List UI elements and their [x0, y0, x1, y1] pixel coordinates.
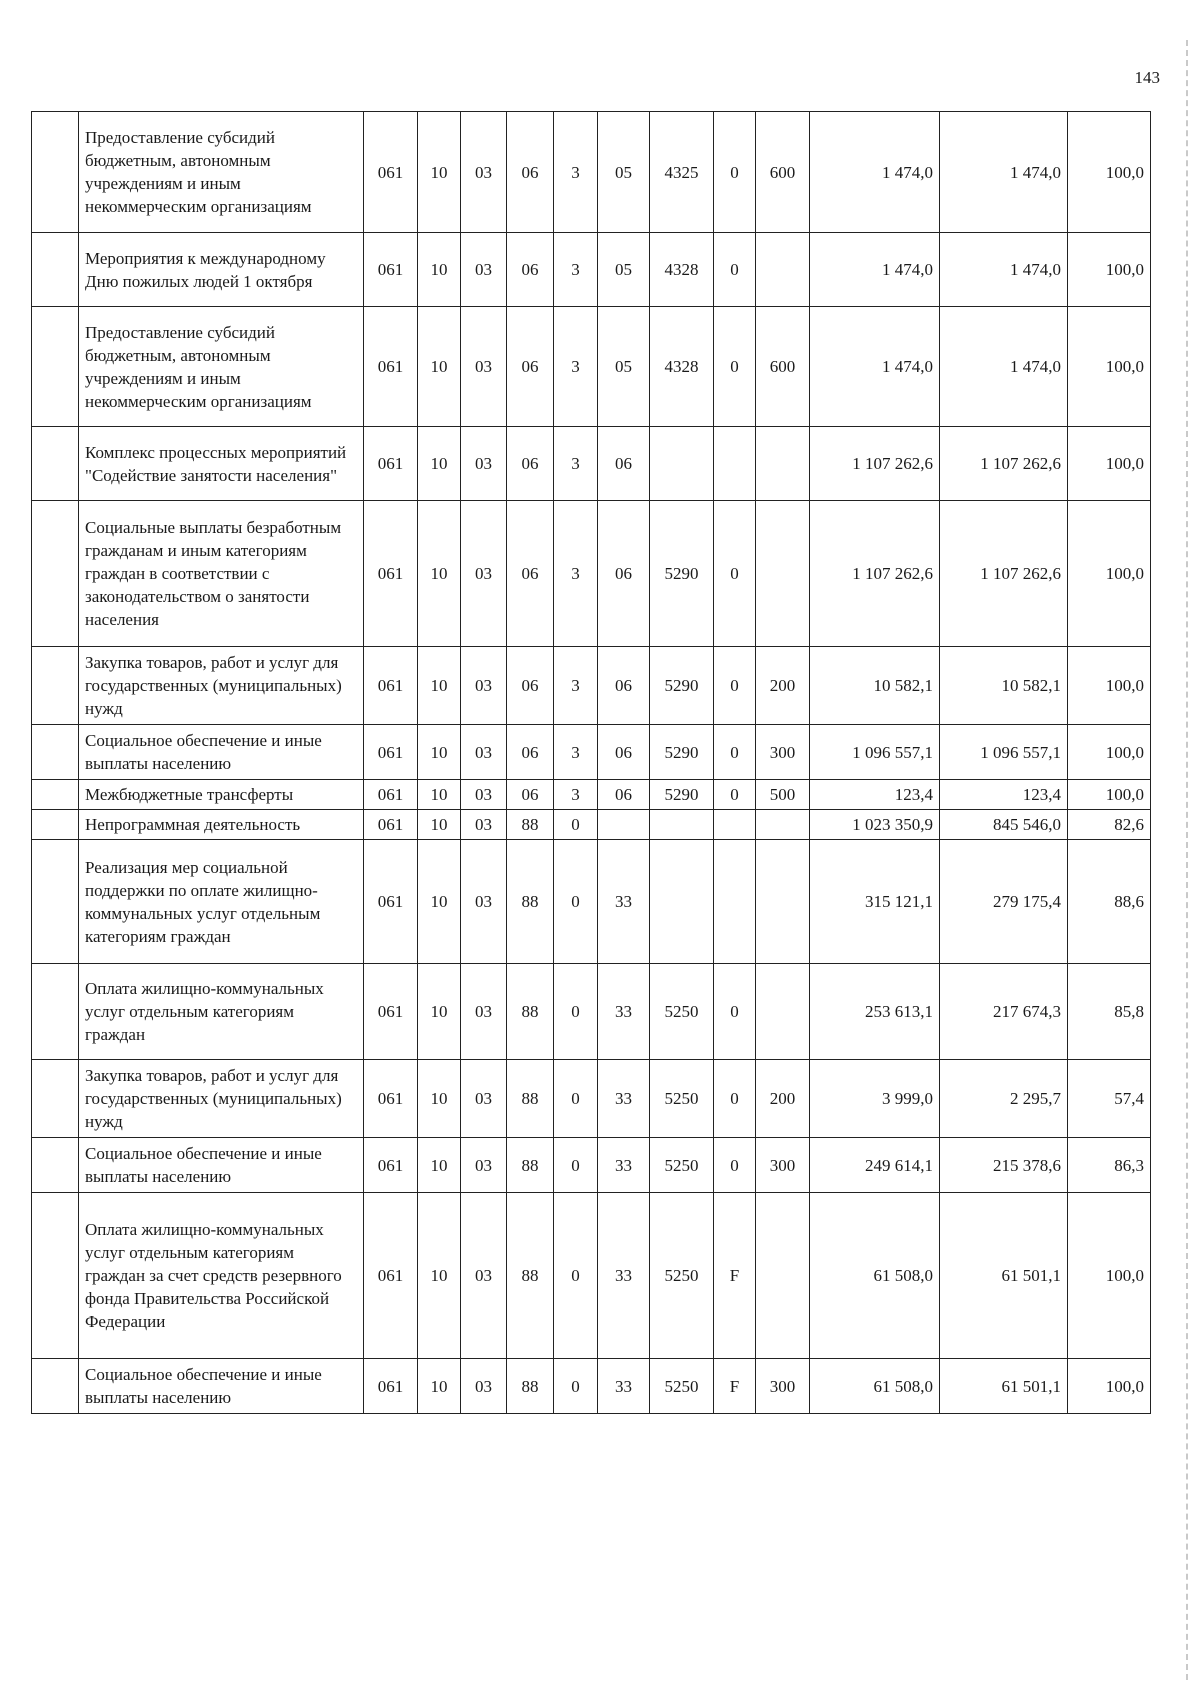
code-fund: F	[714, 1359, 756, 1414]
code-direction: 4325	[650, 112, 714, 233]
row-index-cell	[32, 1060, 79, 1138]
code-direction: 5290	[650, 780, 714, 810]
execution-percent: 100,0	[1068, 647, 1151, 725]
code-subprogram: 0	[554, 840, 598, 964]
row-index-cell	[32, 307, 79, 427]
code-direction: 5290	[650, 725, 714, 780]
code-event	[598, 810, 650, 840]
code-section: 10	[418, 427, 461, 501]
table-row	[32, 840, 1151, 964]
code-expense-type: 600	[756, 307, 810, 427]
code-program: 88	[507, 1138, 554, 1193]
table-row	[32, 647, 1151, 725]
code-event: 33	[598, 840, 650, 964]
code-expense-type	[756, 1193, 810, 1359]
table-row	[32, 1193, 1151, 1359]
amount-executed: 1 474,0	[940, 233, 1068, 307]
code-subprogram: 3	[554, 501, 598, 647]
code-direction: 4328	[650, 233, 714, 307]
code-program: 88	[507, 810, 554, 840]
code-ministry: 061	[364, 725, 418, 780]
code-direction: 5250	[650, 1193, 714, 1359]
code-subsection: 03	[461, 840, 507, 964]
amount-executed: 1 474,0	[940, 307, 1068, 427]
amount-executed: 1 107 262,6	[940, 427, 1068, 501]
code-section: 10	[418, 233, 461, 307]
table-row	[32, 964, 1151, 1060]
code-subprogram: 3	[554, 780, 598, 810]
execution-percent: 100,0	[1068, 1193, 1151, 1359]
page-edge-line	[1186, 40, 1188, 1680]
code-subsection: 03	[461, 1193, 507, 1359]
code-subsection: 03	[461, 1060, 507, 1138]
code-section: 10	[418, 810, 461, 840]
code-section: 10	[418, 1060, 461, 1138]
code-fund: 0	[714, 1138, 756, 1193]
row-index-cell	[32, 840, 79, 964]
code-ministry: 061	[364, 1060, 418, 1138]
code-subsection: 03	[461, 1138, 507, 1193]
code-fund: 0	[714, 233, 756, 307]
row-name: Закупка товаров, работ и услуг для государственных (муниципальных) нужд	[79, 1060, 364, 1138]
row-name: Реализация мер социальной поддержки по оплате жилищно-коммунальных услуг отдельным категориям граждан	[79, 840, 364, 964]
code-ministry: 061	[364, 1359, 418, 1414]
code-program: 88	[507, 964, 554, 1060]
row-index-cell	[32, 427, 79, 501]
execution-percent: 100,0	[1068, 427, 1151, 501]
table-row	[32, 1138, 1151, 1193]
amount-planned: 1 023 350,9	[810, 810, 940, 840]
code-direction: 4328	[650, 307, 714, 427]
code-subsection: 03	[461, 112, 507, 233]
code-section: 10	[418, 1193, 461, 1359]
code-program: 06	[507, 233, 554, 307]
code-fund	[714, 427, 756, 501]
row-index-cell	[32, 501, 79, 647]
amount-planned: 315 121,1	[810, 840, 940, 964]
row-index-cell	[32, 964, 79, 1060]
code-direction: 5250	[650, 1359, 714, 1414]
code-event: 05	[598, 233, 650, 307]
row-index-cell	[32, 725, 79, 780]
code-section: 10	[418, 647, 461, 725]
code-event: 06	[598, 647, 650, 725]
code-section: 10	[418, 112, 461, 233]
amount-planned: 3 999,0	[810, 1060, 940, 1138]
code-ministry: 061	[364, 964, 418, 1060]
row-name: Предоставление субсидий бюджетным, автономным учреждениям и иным некоммерческим организациям	[79, 112, 364, 233]
code-ministry: 061	[364, 1138, 418, 1193]
table-row	[32, 780, 1151, 810]
code-program: 06	[507, 725, 554, 780]
code-subsection: 03	[461, 780, 507, 810]
amount-executed: 2 295,7	[940, 1060, 1068, 1138]
code-subsection: 03	[461, 1359, 507, 1414]
code-direction: 5250	[650, 964, 714, 1060]
code-expense-type: 200	[756, 647, 810, 725]
code-section: 10	[418, 725, 461, 780]
code-subprogram: 3	[554, 427, 598, 501]
code-event: 33	[598, 1138, 650, 1193]
code-program: 06	[507, 780, 554, 810]
code-event: 33	[598, 964, 650, 1060]
code-subsection: 03	[461, 725, 507, 780]
code-subsection: 03	[461, 307, 507, 427]
row-index-cell	[32, 1193, 79, 1359]
code-program: 88	[507, 1060, 554, 1138]
row-index-cell	[32, 1359, 79, 1414]
row-name: Комплекс процессных мероприятий "Содействие занятости населения"	[79, 427, 364, 501]
code-fund: 0	[714, 307, 756, 427]
code-direction: 5250	[650, 1060, 714, 1138]
code-section: 10	[418, 307, 461, 427]
code-fund	[714, 840, 756, 964]
code-expense-type: 200	[756, 1060, 810, 1138]
code-direction: 5290	[650, 647, 714, 725]
code-subsection: 03	[461, 233, 507, 307]
row-name: Непрограммная деятельность	[79, 810, 364, 840]
code-subprogram: 0	[554, 1359, 598, 1414]
code-fund: 0	[714, 647, 756, 725]
code-event: 33	[598, 1359, 650, 1414]
code-fund: 0	[714, 501, 756, 647]
row-name: Оплата жилищно-коммунальных услуг отдельным категориям граждан за счет средств резервного фонда Правительства Российской Федерации	[79, 1193, 364, 1359]
code-section: 10	[418, 840, 461, 964]
execution-percent: 86,3	[1068, 1138, 1151, 1193]
code-direction: 5250	[650, 1138, 714, 1193]
row-name: Социальное обеспечение и иные выплаты населению	[79, 1359, 364, 1414]
code-fund: 0	[714, 1060, 756, 1138]
row-index-cell	[32, 780, 79, 810]
code-direction	[650, 810, 714, 840]
code-event: 33	[598, 1193, 650, 1359]
code-program: 88	[507, 840, 554, 964]
code-section: 10	[418, 1138, 461, 1193]
code-event: 33	[598, 1060, 650, 1138]
code-program: 06	[507, 647, 554, 725]
execution-percent: 100,0	[1068, 1359, 1151, 1414]
code-direction: 5290	[650, 501, 714, 647]
table-row	[32, 725, 1151, 780]
code-expense-type	[756, 964, 810, 1060]
row-name: Межбюджетные трансферты	[79, 780, 364, 810]
code-subsection: 03	[461, 427, 507, 501]
amount-planned: 1 107 262,6	[810, 501, 940, 647]
amount-planned: 1 474,0	[810, 112, 940, 233]
code-subprogram: 3	[554, 112, 598, 233]
code-expense-type	[756, 233, 810, 307]
code-subprogram: 3	[554, 725, 598, 780]
code-program: 06	[507, 427, 554, 501]
amount-executed: 217 674,3	[940, 964, 1068, 1060]
code-event: 06	[598, 780, 650, 810]
code-expense-type	[756, 501, 810, 647]
code-subprogram: 3	[554, 233, 598, 307]
amount-planned: 249 614,1	[810, 1138, 940, 1193]
code-subsection: 03	[461, 501, 507, 647]
amount-planned: 1 107 262,6	[810, 427, 940, 501]
row-index-cell	[32, 1138, 79, 1193]
code-ministry: 061	[364, 112, 418, 233]
amount-planned: 123,4	[810, 780, 940, 810]
table-row	[32, 233, 1151, 307]
execution-percent: 100,0	[1068, 725, 1151, 780]
amount-executed: 1 096 557,1	[940, 725, 1068, 780]
code-ministry: 061	[364, 780, 418, 810]
table-row	[32, 501, 1151, 647]
code-event: 06	[598, 725, 650, 780]
row-name: Социальное обеспечение и иные выплаты населению	[79, 1138, 364, 1193]
code-ministry: 061	[364, 233, 418, 307]
code-section: 10	[418, 1359, 461, 1414]
code-ministry: 061	[364, 810, 418, 840]
code-ministry: 061	[364, 647, 418, 725]
code-subsection: 03	[461, 964, 507, 1060]
code-fund: F	[714, 1193, 756, 1359]
amount-executed: 123,4	[940, 780, 1068, 810]
code-expense-type: 300	[756, 1359, 810, 1414]
code-event: 05	[598, 307, 650, 427]
code-fund: 0	[714, 725, 756, 780]
execution-percent: 88,6	[1068, 840, 1151, 964]
code-fund	[714, 810, 756, 840]
execution-percent: 100,0	[1068, 112, 1151, 233]
amount-planned: 1 474,0	[810, 233, 940, 307]
execution-percent: 57,4	[1068, 1060, 1151, 1138]
table-row	[32, 427, 1151, 501]
execution-percent: 82,6	[1068, 810, 1151, 840]
amount-planned: 61 508,0	[810, 1359, 940, 1414]
table-row	[32, 810, 1151, 840]
code-event: 06	[598, 501, 650, 647]
code-subsection: 03	[461, 647, 507, 725]
code-ministry: 061	[364, 501, 418, 647]
row-index-cell	[32, 810, 79, 840]
code-subprogram: 0	[554, 1060, 598, 1138]
amount-executed: 61 501,1	[940, 1193, 1068, 1359]
budget-table	[31, 111, 1151, 1414]
code-program: 06	[507, 501, 554, 647]
table-row	[32, 1359, 1151, 1414]
code-ministry: 061	[364, 427, 418, 501]
row-name: Предоставление субсидий бюджетным, автономным учреждениям и иным некоммерческим организациям	[79, 307, 364, 427]
code-subprogram: 0	[554, 964, 598, 1060]
code-subprogram: 3	[554, 307, 598, 427]
code-subsection: 03	[461, 810, 507, 840]
amount-executed: 215 378,6	[940, 1138, 1068, 1193]
execution-percent: 100,0	[1068, 233, 1151, 307]
amount-executed: 61 501,1	[940, 1359, 1068, 1414]
code-section: 10	[418, 780, 461, 810]
code-event: 06	[598, 427, 650, 501]
code-expense-type	[756, 810, 810, 840]
code-ministry: 061	[364, 1193, 418, 1359]
row-name: Мероприятия к международному Дню пожилых людей 1 октября	[79, 233, 364, 307]
code-fund: 0	[714, 112, 756, 233]
code-expense-type: 500	[756, 780, 810, 810]
amount-executed: 1 474,0	[940, 112, 1068, 233]
code-expense-type	[756, 427, 810, 501]
code-program: 88	[507, 1359, 554, 1414]
amount-planned: 10 582,1	[810, 647, 940, 725]
code-event: 05	[598, 112, 650, 233]
amount-planned: 1 096 557,1	[810, 725, 940, 780]
code-direction	[650, 427, 714, 501]
code-fund: 0	[714, 964, 756, 1060]
code-subprogram: 0	[554, 810, 598, 840]
code-expense-type: 600	[756, 112, 810, 233]
amount-executed: 279 175,4	[940, 840, 1068, 964]
code-subprogram: 0	[554, 1138, 598, 1193]
page-number: 143	[1134, 68, 1160, 87]
code-section: 10	[418, 964, 461, 1060]
code-program: 06	[507, 307, 554, 427]
code-program: 88	[507, 1193, 554, 1359]
amount-executed: 1 107 262,6	[940, 501, 1068, 647]
table-row	[32, 112, 1151, 233]
row-index-cell	[32, 647, 79, 725]
code-subprogram: 3	[554, 647, 598, 725]
amount-planned: 253 613,1	[810, 964, 940, 1060]
code-ministry: 061	[364, 307, 418, 427]
table-row	[32, 307, 1151, 427]
code-ministry: 061	[364, 840, 418, 964]
table-row	[32, 1060, 1151, 1138]
amount-executed: 845 546,0	[940, 810, 1068, 840]
row-index-cell	[32, 233, 79, 307]
row-name: Закупка товаров, работ и услуг для государственных (муниципальных) нужд	[79, 647, 364, 725]
execution-percent: 100,0	[1068, 780, 1151, 810]
amount-planned: 61 508,0	[810, 1193, 940, 1359]
amount-executed: 10 582,1	[940, 647, 1068, 725]
code-direction	[650, 840, 714, 964]
code-expense-type: 300	[756, 725, 810, 780]
execution-percent: 85,8	[1068, 964, 1151, 1060]
row-name: Оплата жилищно-коммунальных услуг отдельным категориям граждан	[79, 964, 364, 1060]
execution-percent: 100,0	[1068, 307, 1151, 427]
code-section: 10	[418, 501, 461, 647]
code-expense-type	[756, 840, 810, 964]
code-expense-type: 300	[756, 1138, 810, 1193]
code-program: 06	[507, 112, 554, 233]
code-fund: 0	[714, 780, 756, 810]
row-name: Социальное обеспечение и иные выплаты населению	[79, 725, 364, 780]
row-name: Социальные выплаты безработным гражданам и иным категориям граждан в соответствии с законодательством о занятости населения	[79, 501, 364, 647]
amount-planned: 1 474,0	[810, 307, 940, 427]
row-index-cell	[32, 112, 79, 233]
execution-percent: 100,0	[1068, 501, 1151, 647]
budget-table-body	[32, 112, 1151, 1414]
code-subprogram: 0	[554, 1193, 598, 1359]
